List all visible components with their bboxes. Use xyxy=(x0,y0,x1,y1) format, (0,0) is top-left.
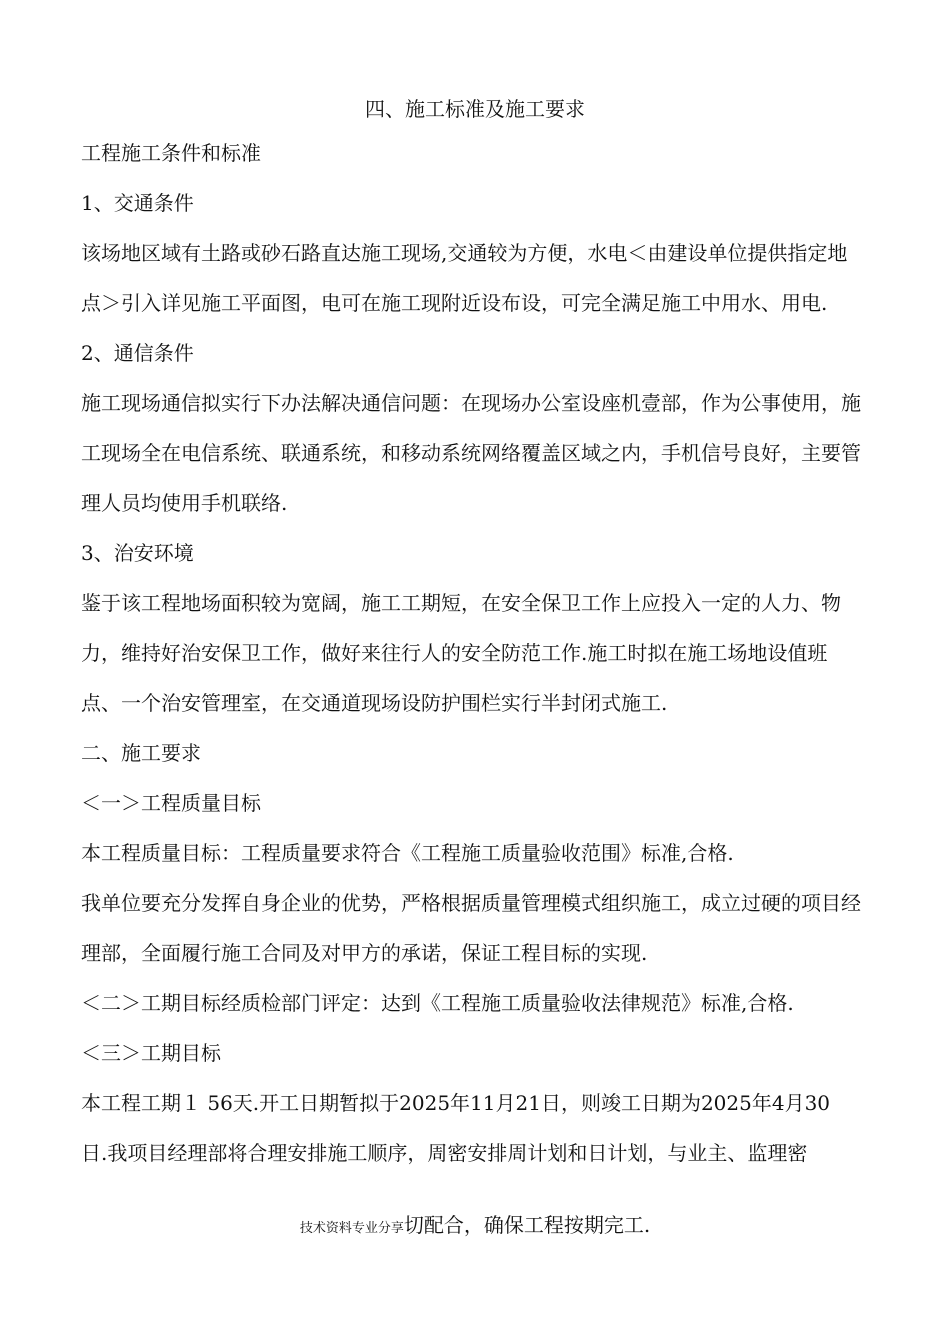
subsection-heading: ＜三＞工期目标 xyxy=(81,1041,221,1065)
paragraph-line: 该场地区域有土路或砂石路直达施工现场,交通较为方便，水电＜由建设单位提供指定地 xyxy=(81,241,848,265)
subsection-heading: ＜一＞工程质量目标 xyxy=(81,791,261,815)
subsection-heading: ＜二＞工期目标经质检部门评定：达到《工程施工质量验收法律规范》标准,合格. xyxy=(81,991,794,1015)
paragraph-line: 施工现场通信拟实行下办法解决通信问题：在现场办公室设座机壹部，作为公事使用，施 xyxy=(81,391,861,415)
paragraph-line: 理部，全面履行施工合同及对甲方的承诺，保证工程目标的实现. xyxy=(81,941,648,965)
subsection-heading: 2、通信条件 xyxy=(81,341,194,365)
footer-continuation: 切配合，确保工程按期完工. xyxy=(403,1213,651,1237)
paragraph-line: 我单位要充分发挥自身企业的优势，严格根据质量管理模式组织施工，成立过硬的项目经 xyxy=(81,891,861,915)
subsection-heading: 3、治安环境 xyxy=(81,541,194,565)
subsection-heading: 1、交通条件 xyxy=(81,191,194,215)
paragraph-line: 鉴于该工程地场面积较为宽阔，施工工期短，在安全保卫工作上应投入一定的人力、物 xyxy=(81,591,841,615)
section-heading: 二、施工要求 xyxy=(81,741,201,765)
paragraph-line: 点、一个治安管理室，在交通道现场设防护围栏实行半封闭式施工. xyxy=(81,691,668,715)
paragraph-line: 本工程质量目标：工程质量要求符合《工程施工质量验收范围》标准,合格. xyxy=(81,841,734,865)
paragraph-line: 本工程工期１ 56天.开工日期暂拟于2025年11月21日，则竣工日期为2025年4月30 xyxy=(81,1091,831,1115)
paragraph-line: 点＞引入详见施工平面图，电可在施工现附近设布设，可完全满足施工中用水、用电. xyxy=(81,291,828,315)
paragraph-line: 工现场全在电信系统、联通系统，和移动系统网络覆盖区域之内，手机信号良好，主要管 xyxy=(81,441,861,465)
paragraph-line: 日.我项目经理部将合理安排施工顺序，周密安排周计划和日计划，与业主、监理密 xyxy=(81,1141,808,1165)
paragraph-line: 理人员均使用手机联络. xyxy=(81,491,288,515)
page-footer xyxy=(0,1208,950,1246)
footer-watermark: 技术资料专业分享 xyxy=(299,1221,404,1236)
paragraph-line: 力，维持好治安保卫工作，做好来往行人的安全防范工作.施工时拟在施工场地设值班 xyxy=(81,641,828,665)
section-heading: 工程施工条件和标准 xyxy=(81,141,261,165)
document-title: 四、施工标准及施工要求 xyxy=(365,97,585,121)
